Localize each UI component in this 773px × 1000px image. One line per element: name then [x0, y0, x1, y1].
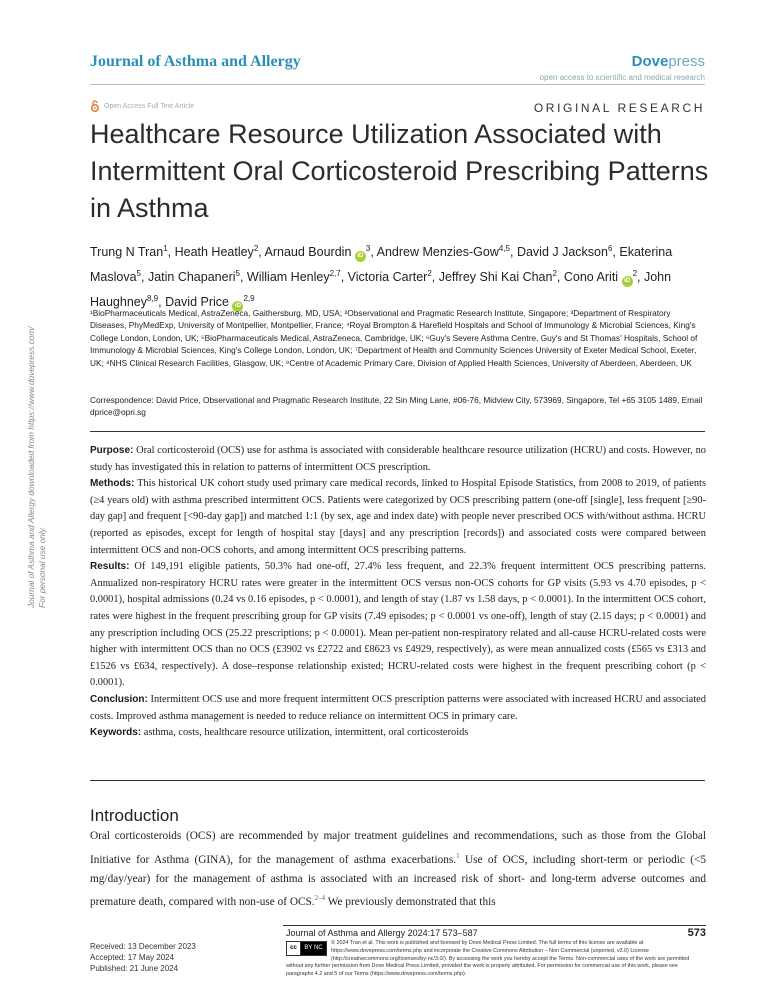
footer-divider — [283, 925, 706, 926]
intro-text-1: Oral corticosteroids (OCS) are recommended by major treatment guidelines and recommendations, such as those from the Global Initiative for Asthma (GINA), for the management of asthma exacerbations. — [90, 830, 706, 866]
author-affiliation-marker: 2 — [632, 269, 638, 279]
author[interactable] — [175, 245, 259, 259]
author-affiliation-marker: 2,7 — [329, 269, 341, 279]
author-affiliation-marker: 6 — [607, 244, 613, 253]
article-type: ORIGINAL RESEARCH — [533, 101, 705, 115]
published-date: Published: 21 June 2024 — [90, 964, 179, 973]
brand-press: press — [668, 53, 705, 70]
author-affiliation-marker: 8,9 — [147, 294, 159, 304]
side-watermark — [12, 268, 47, 608]
results-label: Results: — [90, 561, 130, 573]
brand-dove: Dove — [631, 53, 669, 70]
abstract-divider-bottom — [90, 780, 705, 781]
author-affiliation-marker: 4,5 — [498, 244, 510, 253]
abstract — [90, 443, 706, 742]
author-affiliation-marker: 2 — [427, 269, 432, 279]
watermark-line-1: Journal of Asthma and Allergy downloaded from https://www.dovepress.com/ — [26, 326, 36, 608]
author-affiliation-marker: 2 — [552, 269, 557, 279]
conclusion-label: Conclusion: — [90, 693, 148, 705]
cc-terms: BY NC — [301, 942, 326, 955]
abstract-results — [90, 559, 706, 692]
author[interactable] — [148, 270, 240, 284]
publication-dates — [90, 941, 196, 974]
author-name: Arnaud Bourdin — [264, 245, 352, 260]
license-notice — [286, 940, 706, 979]
orcid-icon[interactable]: iD — [622, 276, 633, 287]
author-name: Jeffrey Shi Kai Chan — [438, 270, 553, 285]
orcid-icon[interactable]: iD — [355, 251, 366, 262]
reference-link[interactable]: 1 — [456, 851, 460, 860]
header-divider — [90, 84, 705, 85]
open-access-label — [90, 100, 194, 112]
abstract-purpose — [90, 443, 706, 476]
abstract-divider-top — [90, 431, 705, 432]
intro-text-2: Use of OCS, including short-term or periodic (<5 mg/day/year) for the management of asthma is associated with an increased risk of short- and long-term adverse outcomes and premature death, compared with non-use of OCS. — [90, 853, 707, 909]
author[interactable] — [517, 245, 612, 259]
author-name: Heath Heatley — [174, 245, 254, 260]
watermark-line-2: For personal use only. — [37, 526, 47, 608]
abstract-keywords — [90, 725, 706, 742]
footer-citation: Journal of Asthma and Allergy 2024:17 573–587 — [286, 928, 478, 938]
open-access-text: Open Access Full Text Article — [104, 102, 195, 110]
keywords-text: asthma, costs, healthcare resource utilization, intermittent, oral corticosteroids — [143, 727, 469, 739]
author[interactable] — [377, 245, 510, 259]
license-text: © 2024 Tran et al. This work is published and licensed by Dove Medical Press Limited. The full terms of this license are available at https://www.dovepress.com/terms.php and incorporate the Creative Commons Attribution – Non Commercial (unported, v3.0) License (http://creativecommons.org/licenses/by-nc/3.0/). By accessing the work you hereby accept the Terms. Non-commercial uses of the work are permitted without any further permission from Dove Medical Press Limited, provided the work is properly attributed. For permission for commercial use of this work, please see paragraphs 4.2 and 5 of our Terms (https://www.dovepress.com/terms.php). — [286, 940, 690, 978]
orcid-icon[interactable]: iD — [232, 301, 243, 312]
author[interactable] — [247, 270, 341, 284]
author-affiliation-marker: 3 — [365, 244, 371, 253]
results-text: Of 149,191 eligible patients, 50.3% had one-off, 27.4% less frequent, and 22.3% frequent intermittent OCS prescribing patterns. Annualized non-respiratory HCRU rates were greater in the intermittent OCS versus non-OCS cohorts for GP visits (5.93 vs 4.70 episodes, p < 0.0001), hospital admissions (0.24 vs 0.16 episodes, p < 0.0001), and length of stay (1.87 vs 1.58 days, p < 0.0001). In the intermittent OCS cohort, rates were highest in the frequent prescribing group for GP visits (7.49 episodes; p < 0.0001 vs one-off), length of stay (2.15 days; p < 0.0001) and any prescription including OCS (25.22 prescriptions; p < 0.0001). Mean per-patient non-respiratory related and all-cause HCRU-related costs were higher with intermittent OCS than no OCS (£3902 vs £2722 and £8623 vs £4929, respectively), as were mean annualized costs (£565 vs £313 and £1526 vs £634, respectively). A dose–response relationship existed; HCRU-related costs were highest in the frequent prescribing cohort (p < 0.0001). — [90, 561, 706, 689]
correspondence: Correspondence: David Price, Observational and Pragmatic Research Institute, 22 Sin Ming Lane, #06-76, Midview City, 573969, Singapore, Tel +65 3105 1489, Email dprice@opri.sg — [90, 395, 703, 418]
author-name: David J Jackson — [516, 245, 608, 260]
author[interactable] — [564, 270, 637, 284]
journal-name[interactable]: Journal of Asthma and Allergy — [90, 53, 301, 70]
author-affiliation-marker: 5 — [235, 269, 240, 279]
conclusion-text: Intermittent OCS use and more frequent intermittent OCS prescription patterns were associated with increased HCRU and associated costs. Improved asthma management is needed to reduce reliance on intermittent OCS in primary care. — [90, 693, 706, 722]
accepted-date: Accepted: 17 May 2024 — [90, 953, 175, 962]
author-name: William Henley — [246, 270, 330, 285]
author-name: David Price — [165, 295, 229, 310]
purpose-label: Purpose: — [90, 445, 134, 456]
author[interactable] — [439, 270, 557, 284]
author[interactable] — [90, 245, 168, 259]
purpose-text: Oral corticosteroid (OCS) use for asthma is associated with considerable healthcare resource utilization (HCRU) and costs. However, no study has investigated this in relation to patterns of intermittent OCS prescription. — [90, 445, 706, 473]
author-name: Jatin Chapaneri — [147, 270, 236, 285]
page-number: 573 — [687, 927, 706, 939]
affiliations: ¹BioPharmaceuticals Medical, AstraZeneca, Gaithersburg, MD, USA; ²Observational and Pragmatic Research Institute, Singapore; ³Department of Respiratory Diseases, PhyMedExp, University of Montpellier, Montpellier, France; ⁴Royal Brompton & Harefield Hospitals and School of Immunology & Microbial Sciences, King's College London, London, UK; ⁵BioPharmaceuticals Medical, AstraZeneca, Cambridge, UK; ⁶Guy's Severe Asthma Centre, Guy's and St Thomas' Hospitals, School of Immunology & Microbial Sciences, King's College London, London, UK; ⁷Department of Health and Community Sciences University of Exeter Medical School, Exeter, UK; ⁸NHS Clinical Research Facilities, Glasgow, UK; ⁹Centre of Academic Primary Care, Division of Applied Health Sciences, University of Aberdeen, Aberdeen, UK — [90, 308, 698, 368]
author-name: Cono Ariti — [563, 270, 619, 285]
publisher-tagline: open access to scientific and medical research — [539, 73, 705, 82]
author-affiliation-marker: 1 — [163, 244, 168, 253]
methods-label: Methods: — [90, 478, 135, 490]
abstract-methods — [90, 476, 706, 559]
author-affiliation-marker: 2,9 — [243, 294, 255, 304]
keywords-label: Keywords: — [90, 727, 142, 739]
author-name: Victoria Carter — [347, 270, 428, 285]
intro-text-3: We previously demonstrated that this — [325, 896, 496, 909]
received-date: Received: 13 December 2023 — [90, 942, 196, 951]
author[interactable] — [265, 245, 371, 259]
open-access-icon — [90, 100, 100, 112]
author-name: Andrew Menzies-Gow — [376, 245, 499, 260]
author-name: Trung N Tran — [90, 245, 164, 260]
reference-link[interactable]: 2–4 — [314, 894, 326, 903]
cc-symbol: cc — [287, 942, 301, 955]
methods-text: This historical UK cohort study used primary care medical records, linked to Hospital Episode Statistics, from 2008 to 2019, of patients (≥4 years old) with asthma prescribed intermittent OCS. Patients were categorized by OCS prescribing pattern (one-off [single], less frequent [≥90-day gap] and frequent [<90-day gap]) and matched 1:1 (by sex, age and index date) with people never prescribed OCS with/without asthma. HCRU (reported as episodes, except for length of hospital stay [days] and any prescription [records]) and associated costs were compared between intermittent OCS and non-OCS cohorts, and among intermittent OCS prescribing patterns. — [90, 478, 706, 556]
author-affiliation-marker: 5 — [136, 269, 141, 279]
author[interactable] — [348, 270, 432, 284]
cc-license-icon[interactable] — [286, 941, 327, 956]
publisher-logo[interactable] — [632, 53, 705, 70]
introduction-heading: Introduction — [90, 806, 179, 825]
article-title: Healthcare Resource Utilization Associated with Intermittent Oral Corticosteroid Prescribing Patterns in Asthma — [90, 119, 709, 223]
introduction-text — [90, 827, 706, 913]
author-list: Trung N Tran$^1$, Heath Heatley$^2$, Arnaud Bourdin $iD^3$, Andrew Menzies-Gow$^{4,5}$, David J Jackson$^6$, Ekaterina Maslova$^5$, Jatin Chapaneri$^5$, William Henley$^{2,7}$, Victoria Carter$^2$, Jeffrey Shi Kai Chan$^2$, Cono Ariti $iD^2$, John Haughney$^{8,9}$, David Price iD$^{2,9}$ — [90, 238, 710, 313]
abstract-conclusion — [90, 692, 706, 725]
author-affiliation-marker: 2 — [253, 244, 259, 253]
author-name: John Haughney — [90, 270, 672, 310]
author-name: Ekaterina Maslova — [90, 245, 673, 285]
